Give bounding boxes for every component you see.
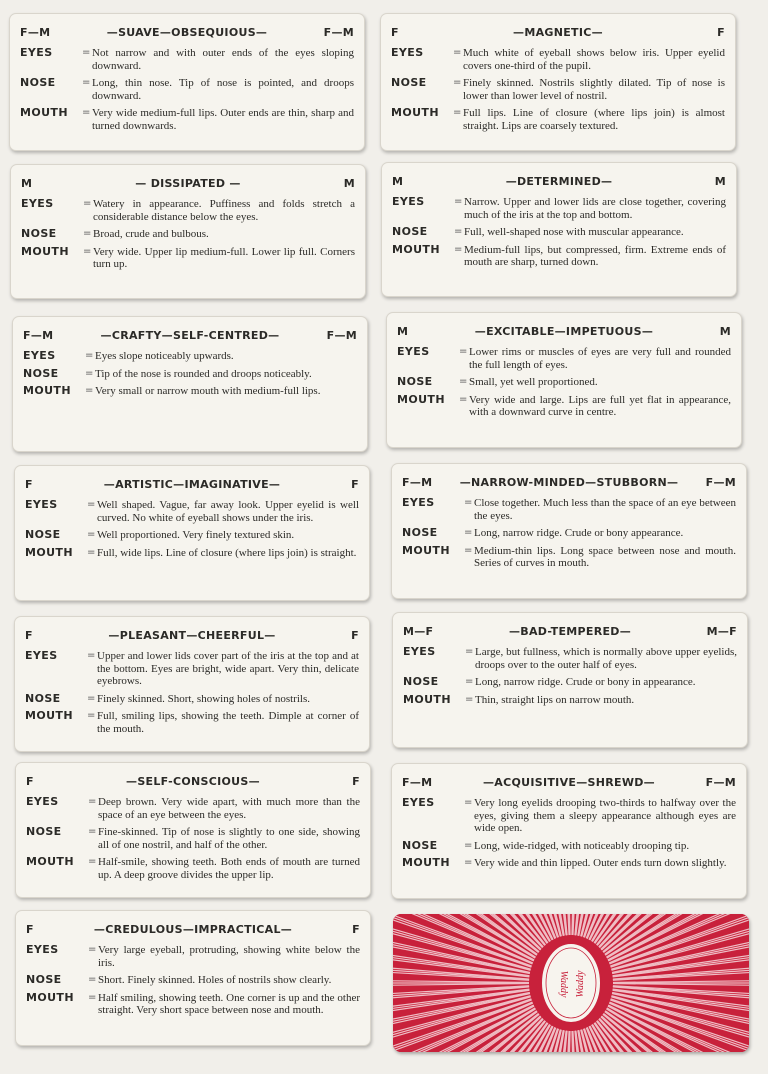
mouth-text: Very wide. Upper lip medium-full. Lower lip full. Corners turn up.: [93, 245, 355, 270]
card-title: — DISSIPATED —: [135, 177, 241, 190]
card-crafty-self-centred: [12, 316, 368, 452]
card-tag-left: F: [25, 478, 33, 491]
card-self-conscious: [15, 762, 371, 898]
card-header: [26, 923, 360, 936]
eyes-row: EYES = Upper and lower lids cover part of the iris at the top and at the bottom. Eyes are bright, wide apart. Very thin, delicate eyebrows.: [25, 649, 359, 687]
nose-label: NOSE: [26, 973, 62, 986]
mouth-text: Full, wide lips. Line of closure (where lips join) is straight.: [97, 546, 357, 559]
eyes-text: Watery in appearance. Puffiness and folds stretch a considerable distance below the eyes.: [93, 198, 355, 223]
eyes-label: EYES: [403, 645, 436, 658]
card-tag-right: F—M: [705, 476, 736, 489]
eyes-label: EYES: [26, 943, 59, 956]
card-title: —MAGNETIC—: [513, 26, 603, 39]
nose-text: Full, well-shaped nose with muscular appearance.: [464, 226, 684, 238]
mouth-label: MOUTH: [392, 242, 440, 256]
mouth-row: MOUTH = Full lips. Line of closure (where lips join) is almost straight. Lips are coarsely textured.: [391, 106, 725, 132]
eyes-label: EYES: [25, 649, 58, 662]
nose-label: NOSE: [23, 366, 59, 380]
mouth-label: MOUTH: [402, 543, 450, 557]
mouth-row: MOUTH = Very wide medium-full lips. Outer ends are thin, sharp and turned downwards.: [20, 106, 354, 132]
nose-row: NOSE = Finely skinned. Short, showing holes of nostrils.: [25, 693, 359, 706]
mouth-text: Very wide and thin lipped. Outer ends turn down slightly.: [474, 857, 727, 869]
eyes-row: EYES = Very large eyeball, protruding, showing white below the iris.: [26, 943, 360, 969]
nose-label: NOSE: [402, 526, 438, 539]
card-header: [392, 175, 726, 188]
card-header: [397, 325, 731, 338]
nose-text: Broad, crude and bulbous.: [93, 228, 209, 240]
card-title: —SELF-CONSCIOUS—: [126, 775, 260, 788]
card-tag-left: F: [26, 775, 34, 788]
nose-text: Fine-skinned. Tip of nose is slightly to one side, showing all of one nostril, and half of the other.: [98, 826, 360, 851]
nose-row: NOSE = Short. Finely skinned. Holes of nostrils show clearly.: [26, 974, 360, 987]
eyes-text: Upper and lower lids cover part of the iris at the top and at the bottom. Eyes are bright, wide apart. Very thin, delicate eyebrows.: [97, 650, 359, 687]
eyes-label: EYES: [21, 197, 54, 210]
logo-text-left: Waddy: [558, 970, 569, 998]
eyes-text: Very long eyelids drooping two-thirds to halfway over the eyes, giving them a sleepy appearance although eyes are wide open.: [474, 797, 736, 834]
card-tag-left: F—M: [23, 329, 54, 342]
card-excitable-impetuous: [386, 312, 742, 448]
nose-text: Short. Finely skinned. Holes of nostrils show clearly.: [98, 974, 332, 986]
mouth-row: MOUTH = Very small or narrow mouth with medium-full lips.: [23, 385, 357, 398]
eyes-row: EYES = Not narrow and with outer ends of the eyes sloping downward.: [20, 46, 354, 72]
nose-row: NOSE = Long, narrow ridge. Crude or bony in appearance.: [403, 676, 737, 689]
eyes-label: EYES: [402, 496, 435, 509]
nose-row: NOSE = Small, yet well proportioned.: [397, 376, 731, 389]
mouth-row: MOUTH = Full, smiling lips, showing the teeth. Dimple at corner of the mouth.: [25, 709, 359, 735]
eyes-text: Well shaped. Vague, far away look. Upper eyelid is well curved. No white of eyeball shows under the iris.: [97, 499, 359, 524]
eyes-row: EYES = Large, but fullness, which is normally above upper eyelids, droops over to the outer half of eyes.: [403, 645, 737, 671]
mouth-label: MOUTH: [403, 692, 451, 706]
eyes-label: EYES: [23, 349, 56, 362]
mouth-row: MOUTH = Thin, straight lips on narrow mouth.: [403, 694, 737, 707]
eyes-text: Not narrow and with outer ends of the eyes sloping downward.: [92, 47, 354, 72]
card-acquisitive-shrewd: [391, 763, 747, 899]
card-title: —PLEASANT—CHEERFUL—: [108, 629, 276, 642]
mouth-text: Very small or narrow mouth with medium-full lips.: [95, 385, 321, 397]
card-header: [26, 775, 360, 788]
nose-label: NOSE: [25, 528, 61, 541]
nose-row: NOSE = Well proportioned. Very finely textured skin.: [25, 529, 359, 542]
mouth-text: Full lips. Line of closure (where lips join) is almost straight. Lips are coarsely textured.: [463, 107, 725, 132]
nose-row: NOSE = Tip of the nose is rounded and droops noticeably.: [23, 368, 357, 381]
card-header: [25, 629, 359, 642]
eyes-text: Large, but fullness, which is normally above upper eyelids, droops over to the outer half of eyes.: [475, 646, 737, 671]
logo-medallion: [541, 943, 601, 1023]
nose-row: NOSE = Finely skinned. Nostrils slightly dilated. Tip of nose is lower than lower level of nostril.: [391, 76, 725, 102]
card-tag-right: F—M: [326, 329, 357, 342]
mouth-row: MOUTH = Medium-thin lips. Long space between nose and mouth. Series of curves in mouth.: [402, 543, 736, 569]
nose-text: Well proportioned. Very finely textured skin.: [97, 529, 295, 541]
eyes-text: Close together. Much less than the space of an eye between the eyes.: [474, 497, 736, 522]
eyes-label: EYES: [392, 195, 425, 208]
card-tag-left: F: [26, 923, 34, 936]
nose-label: NOSE: [402, 838, 438, 852]
card-title: —NARROW-MINDED—STUBBORN—: [459, 476, 679, 489]
eyes-row: EYES = Lower rims or muscles of eyes are very full and rounded the full length of eyes.: [397, 345, 731, 371]
card-tag-right: F—M: [323, 26, 354, 39]
card-title: —BAD-TEMPERED—: [508, 625, 632, 638]
nose-text: Long, narrow ridge. Crude or bony appearance.: [474, 527, 684, 539]
eyes-text: Lower rims or muscles of eyes are very full and rounded the full length of eyes.: [469, 346, 731, 371]
eyes-row: EYES = Eyes slope noticeably upwards.: [23, 350, 357, 363]
nose-label: NOSE: [21, 227, 57, 240]
card-header: [21, 177, 355, 190]
card-header: [391, 26, 725, 39]
nose-label: NOSE: [25, 691, 61, 705]
card-narrow-minded-stubborn: [391, 463, 747, 599]
card-tag-right: M: [343, 177, 355, 190]
eyes-row: EYES = Very long eyelids drooping two-thirds to halfway over the eyes, giving them a sleepy appearance although eyes are wide open.: [402, 796, 736, 834]
mouth-text: Medium-thin lips. Long space between nose and mouth. Series of curves in mouth.: [474, 544, 736, 569]
mouth-label: MOUTH: [26, 855, 74, 868]
mouth-row: MOUTH = Medium-full lips, but compressed, firm. Extreme ends of mouth are sharp, turned down.: [392, 242, 726, 268]
nose-row: NOSE = Broad, crude and bulbous.: [21, 228, 355, 241]
eyes-row: EYES = Watery in appearance. Puffiness and folds stretch a considerable distance below the eyes.: [21, 197, 355, 223]
eyes-row: EYES = Well shaped. Vague, far away look. Upper eyelid is well curved. No white of eyeball shows under the iris.: [25, 498, 359, 524]
card-tag-right: F—M: [705, 776, 736, 789]
mouth-row: MOUTH = Half-smile, showing teeth. Both ends of mouth are turned up. A deep groove divides the upper lip.: [26, 855, 360, 881]
eyes-label: EYES: [20, 46, 53, 59]
card-bad-tempered: [392, 612, 748, 748]
eyes-text: Very large eyeball, protruding, showing white below the iris.: [98, 944, 360, 969]
mouth-row: MOUTH = Very wide. Upper lip medium-full. Lower lip full. Corners turn up.: [21, 244, 355, 270]
mouth-row: MOUTH = Half smiling, showing teeth. One corner is up and the other straight. Very short space between nose and mouth.: [26, 990, 360, 1016]
card-pleasant-cheerful: [14, 616, 370, 752]
card-tag-right: F: [351, 478, 359, 491]
nose-text: Long, narrow ridge. Crude or bony in appearance.: [475, 676, 696, 688]
mouth-text: Full, smiling lips, showing the teeth. Dimple at corner of the mouth.: [97, 710, 359, 735]
card-tag-right: F: [351, 629, 359, 642]
card-header: [402, 776, 736, 789]
card-tag-left: M: [397, 325, 409, 338]
card-title: —ARTISTIC—IMAGINATIVE—: [103, 478, 281, 491]
eyes-label: EYES: [25, 498, 58, 511]
mouth-row: MOUTH = Very wide and large. Lips are full yet flat in appearance, with a downward curve in centre.: [397, 392, 731, 418]
card-tag-left: F—M: [20, 26, 51, 39]
eyes-row: EYES = Narrow. Upper and lower lids are close together, covering much of the iris at the top and bottom.: [392, 195, 726, 221]
mouth-row: MOUTH = Full, wide lips. Line of closure (where lips join) is straight.: [25, 547, 359, 560]
card-determined: [381, 162, 737, 297]
card-suave-obsequious: [9, 13, 365, 151]
mouth-text: Very wide medium-full lips. Outer ends are thin, sharp and turned downwards.: [92, 107, 354, 132]
mouth-label: MOUTH: [26, 990, 74, 1004]
mouth-label: MOUTH: [397, 392, 445, 406]
card-tag-right: F: [717, 26, 725, 39]
nose-row: NOSE = Full, well-shaped nose with muscular appearance.: [392, 226, 726, 239]
nose-text: Small, yet well proportioned.: [469, 376, 598, 388]
card-credulous-impractical: [15, 910, 371, 1046]
nose-text: Long, wide-ridged, with noticeably drooping tip.: [474, 839, 690, 852]
card-tag-right: M—F: [706, 625, 737, 638]
card-header: [23, 329, 357, 342]
nose-row: NOSE = Long, wide-ridged, with noticeably drooping tip.: [402, 840, 736, 853]
card-title: —EXCITABLE—IMPETUOUS—: [474, 325, 654, 338]
mouth-label: MOUTH: [391, 106, 439, 119]
mouth-text: Half-smile, showing teeth. Both ends of mouth are turned up. A deep groove divides the upper lip.: [98, 856, 360, 881]
nose-label: NOSE: [20, 76, 56, 89]
card-title: —SUAVE—OBSEQUIOUS—: [106, 26, 268, 39]
card-tag-right: F: [352, 775, 360, 788]
card-tag-left: F: [391, 26, 399, 39]
logo-text-right: Waddy: [575, 970, 586, 998]
eyes-row: EYES = Close together. Much less than the space of an eye between the eyes.: [402, 496, 736, 522]
eyes-row: EYES = Much white of eyeball shows below iris. Upper eyelid covers one-third of the pupil.: [391, 46, 725, 72]
sunburst-pattern: [393, 914, 749, 1052]
nose-text: Long, thin nose. Tip of nose is pointed, and droops downward.: [92, 77, 354, 102]
card-tag-right: M: [714, 175, 726, 188]
card-tag-right: M: [719, 325, 731, 338]
eyes-text: Much white of eyeball shows below iris. Upper eyelid covers one-third of the pupil.: [463, 47, 725, 72]
card-tag-left: F: [25, 629, 33, 642]
nose-label: NOSE: [392, 225, 428, 238]
card-title: —CRAFTY—SELF-CENTRED—: [100, 329, 280, 342]
eyes-text: Eyes slope noticeably upwards.: [95, 350, 234, 362]
mouth-text: Medium-full lips, but compressed, firm. Extreme ends of mouth are sharp, turned down.: [464, 243, 726, 268]
mouth-label: MOUTH: [21, 244, 69, 258]
mouth-text: Very wide and large. Lips are full yet flat in appearance, with a downward curve in centre.: [469, 393, 731, 418]
card-tag-left: M—F: [403, 625, 434, 638]
card-tag-left: M: [392, 175, 404, 188]
eyes-label: EYES: [391, 46, 424, 59]
eyes-row: EYES = Deep brown. Very wide apart, with much more than the space of an eye between the eyes.: [26, 795, 360, 821]
nose-row: NOSE = Long, thin nose. Tip of nose is pointed, and droops downward.: [20, 76, 354, 102]
mouth-text: Half smiling, showing teeth. One corner is up and the other straight. Very short space between nose and mouth.: [98, 991, 360, 1016]
card-tag-right: F: [352, 923, 360, 936]
card-tag-left: F—M: [402, 476, 433, 489]
mouth-row: MOUTH = Very wide and thin lipped. Outer ends turn down slightly.: [402, 857, 736, 870]
nose-label: NOSE: [26, 825, 62, 838]
mouth-label: MOUTH: [402, 856, 450, 869]
card-magnetic: [380, 13, 736, 151]
eyes-text: Deep brown. Very wide apart, with much more than the space of an eye between the eyes.: [98, 796, 360, 821]
nose-row: NOSE = Long, narrow ridge. Crude or bony appearance.: [402, 527, 736, 540]
card-header: [25, 478, 359, 491]
nose-row: NOSE = Fine-skinned. Tip of nose is slightly to one side, showing all of one nostril, and half of the other.: [26, 825, 360, 851]
card-artistic-imaginative: [14, 465, 370, 601]
eyes-label: EYES: [397, 345, 430, 358]
nose-label: NOSE: [397, 375, 433, 388]
card-title: —ACQUISITIVE—SHREWD—: [483, 776, 655, 789]
card-back: [393, 914, 749, 1052]
eyes-label: EYES: [26, 795, 59, 808]
card-header: [20, 26, 354, 39]
card-tag-left: M: [21, 177, 33, 190]
mouth-label: MOUTH: [20, 106, 68, 119]
eyes-text: Narrow. Upper and lower lids are close together, covering much of the iris at the top and bottom.: [464, 196, 726, 221]
nose-text: Finely skinned. Nostrils slightly dilated. Tip of nose is lower than lower level of nostril.: [463, 77, 725, 102]
mouth-label: MOUTH: [23, 384, 71, 397]
nose-text: Finely skinned. Short, showing holes of nostrils.: [97, 692, 310, 705]
nose-label: NOSE: [391, 76, 427, 89]
card-tag-left: F—M: [402, 776, 433, 789]
mouth-label: MOUTH: [25, 545, 73, 559]
nose-label: NOSE: [403, 675, 439, 688]
card-title: —CREDULOUS—IMPRACTICAL—: [93, 923, 293, 936]
mouth-label: MOUTH: [25, 709, 73, 722]
card-header: [402, 476, 736, 489]
card-header: [403, 625, 737, 638]
card-title: —DETERMINED—: [505, 175, 613, 188]
nose-text: Tip of the nose is rounded and droops noticeably.: [95, 367, 312, 380]
mouth-text: Thin, straight lips on narrow mouth.: [475, 693, 635, 706]
eyes-label: EYES: [402, 796, 435, 809]
card-dissipated: [10, 164, 366, 299]
